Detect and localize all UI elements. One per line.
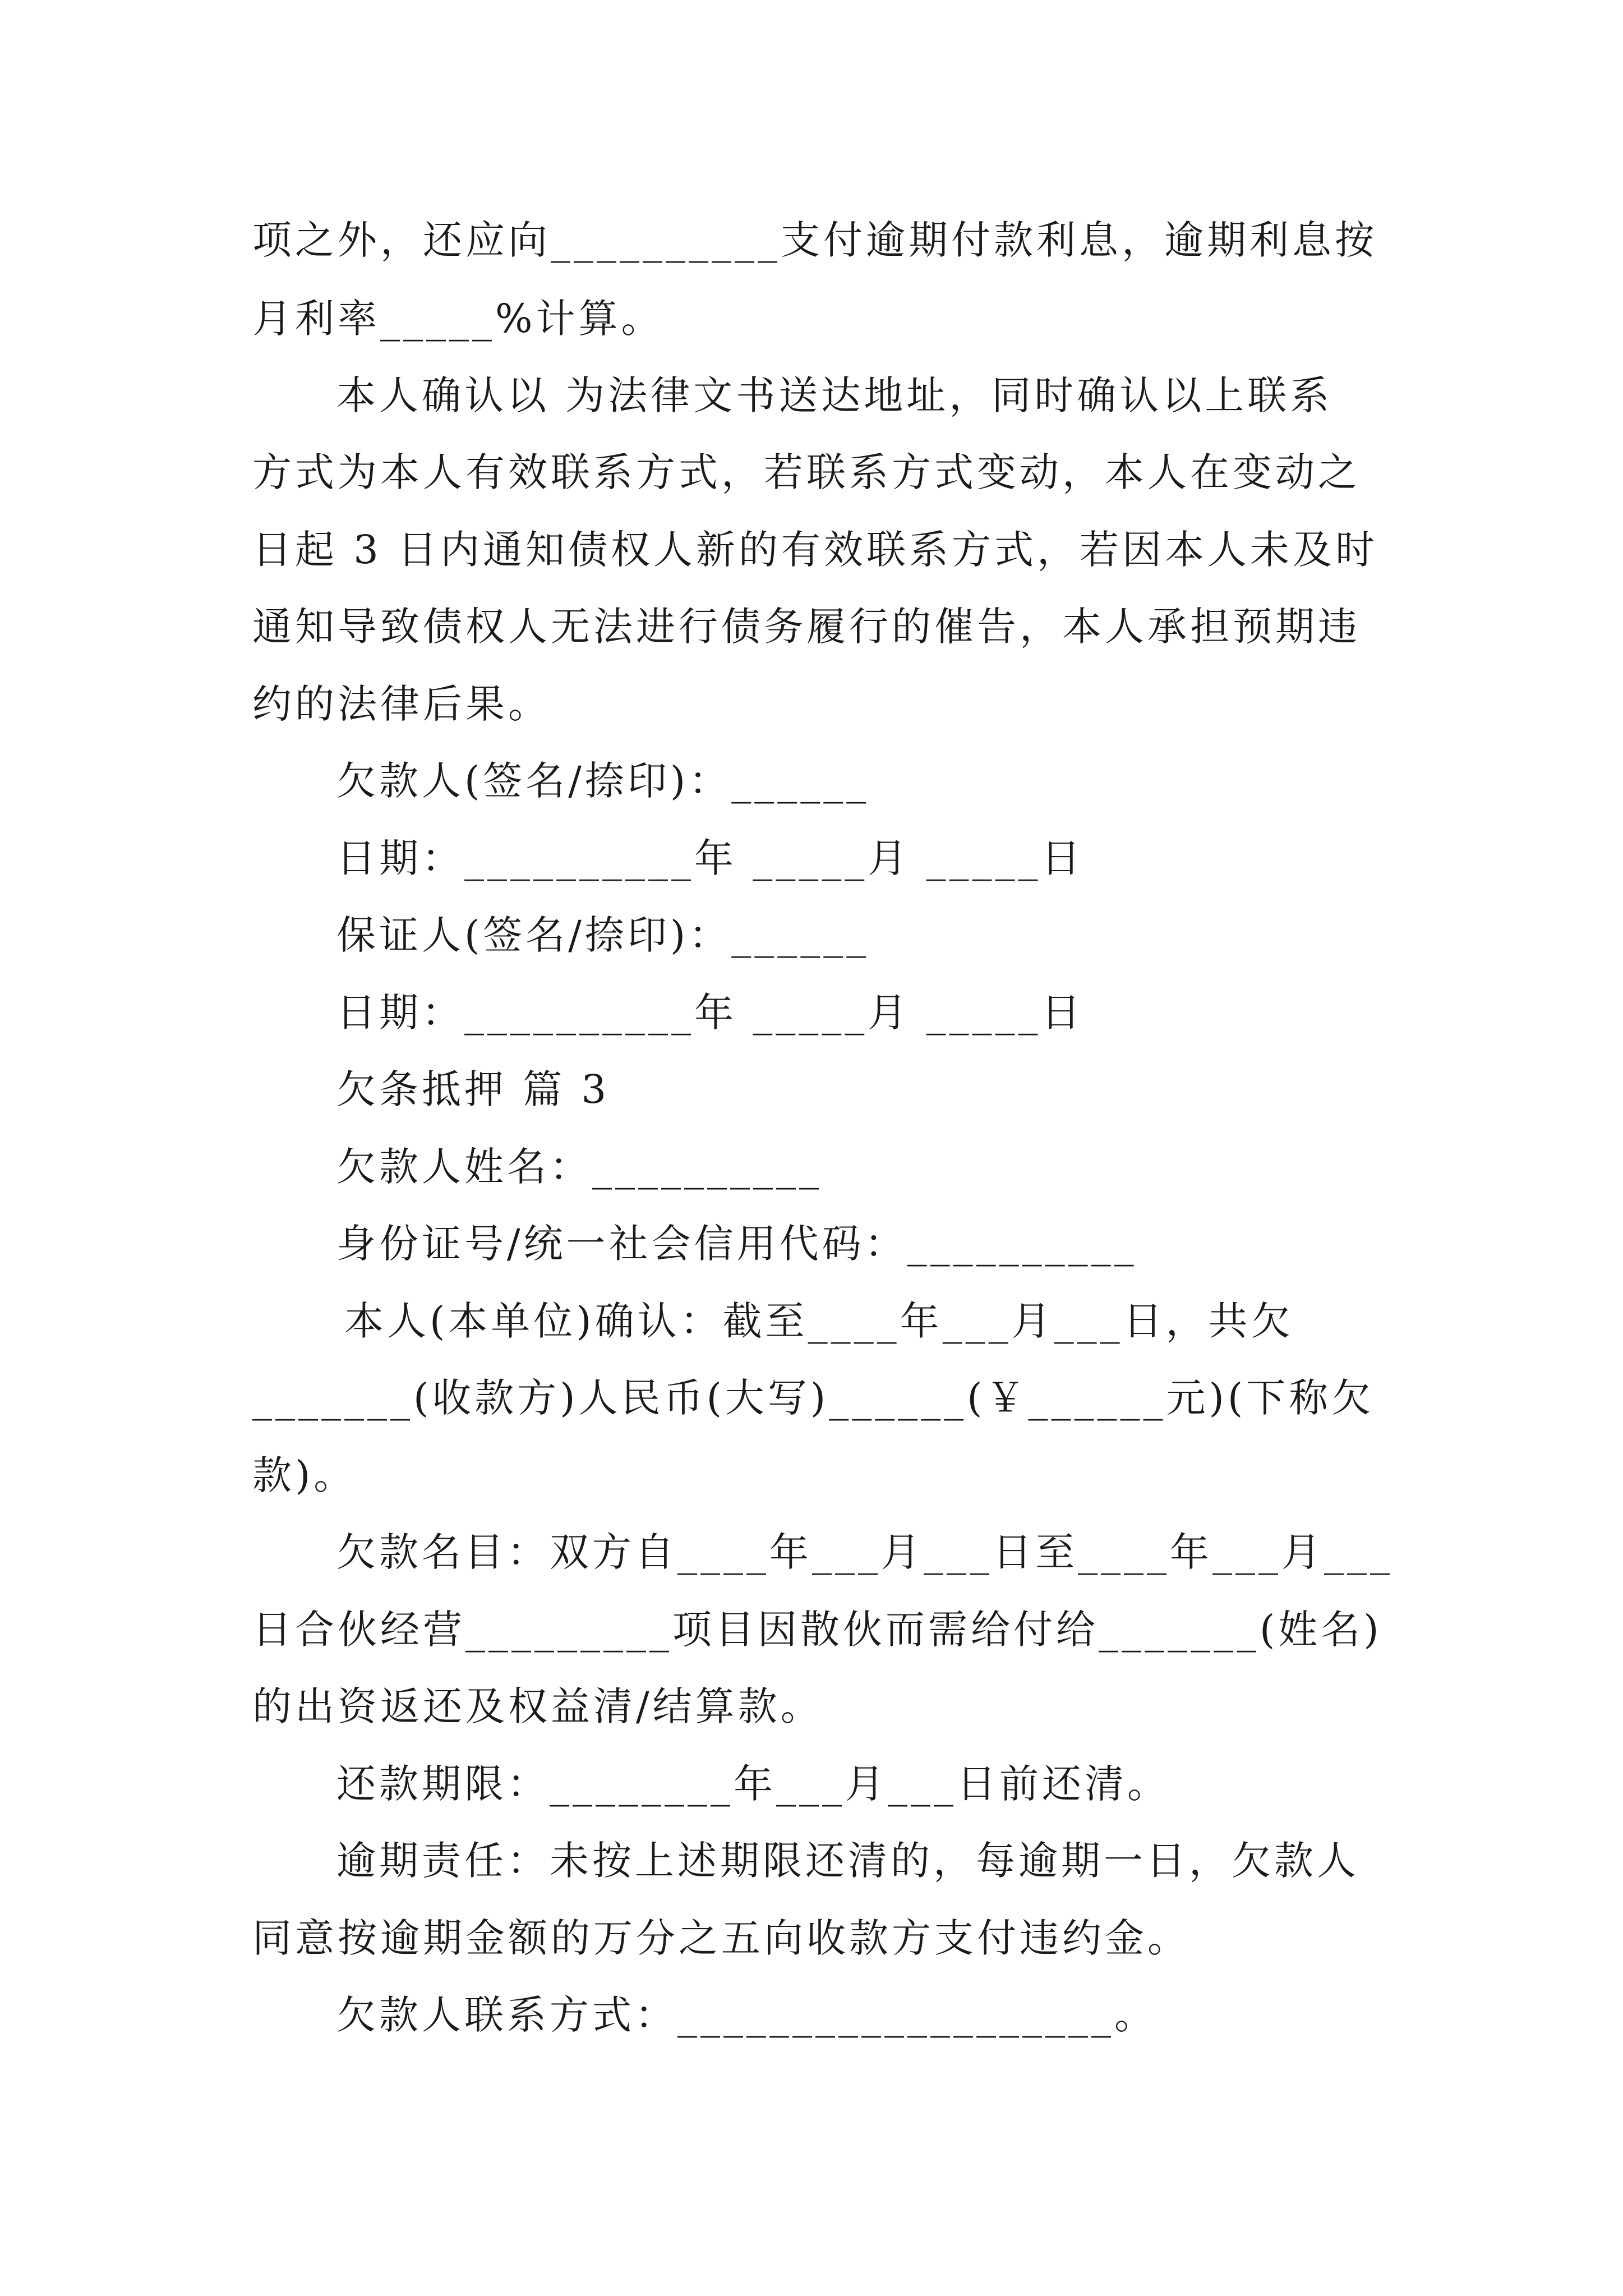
text-line: 日合伙经营_________项目因散伙而需给付给_______(姓名) xyxy=(252,1607,1382,1653)
text-line: 日期：__________年 _____月 _____日 xyxy=(336,990,1084,1036)
text-line: 还款期限：________年___月___日前还清。 xyxy=(336,1761,1170,1807)
text-line: 同意按逾期金额的万分之五向收款方支付违约金。 xyxy=(252,1915,1190,1961)
section-heading: 欠条抵押 篇 3 xyxy=(336,1066,610,1112)
text-line: 欠款人联系方式：___________________。 xyxy=(336,1992,1157,2038)
text-line: 本人(本单位)确认：截至____年___月___日，共欠 xyxy=(344,1298,1294,1344)
text-line: 款)。 xyxy=(252,1452,357,1498)
text-line: 欠款人姓名：__________ xyxy=(336,1144,822,1190)
text-line: 项之外，还应向__________支付逾期付款利息，逾期利息按 xyxy=(252,217,1377,263)
text-line: 通知导致债权人无法进行债务履行的催告，本人承担预期违 xyxy=(252,604,1361,650)
text-line: _______(收款方)人民币(大写)______(￥______元)(下称欠 xyxy=(252,1375,1375,1421)
text-line: 日期：__________年 _____月 _____日 xyxy=(336,835,1084,881)
text-line: 欠款名目：双方自____年___月___日至____年___月___ xyxy=(336,1529,1393,1575)
text-line: 日起 3 日内通知债权人新的有效联系方式，若因本人未及时 xyxy=(252,527,1378,573)
text-line: 本人确认以 为法律文书送达地址，同时确认以上联系 xyxy=(336,372,1333,418)
text-line: 月利率_____%计算。 xyxy=(252,296,664,342)
text-line: 的出资返还及权益清/结算款。 xyxy=(252,1683,823,1729)
text-line: 逾期责任：未按上述期限还清的，每逾期一日，欠款人 xyxy=(336,1838,1359,1884)
text-line: 约的法律后果。 xyxy=(252,681,551,727)
text-line: 欠款人(签名/捺印)：______ xyxy=(336,758,870,804)
text-line: 保证人(签名/捺印)：______ xyxy=(336,912,870,958)
text-line: 方式为本人有效联系方式，若联系方式变动，本人在变动之 xyxy=(252,449,1361,495)
text-line: 身份证号/统一社会信用代码：__________ xyxy=(336,1221,1137,1267)
